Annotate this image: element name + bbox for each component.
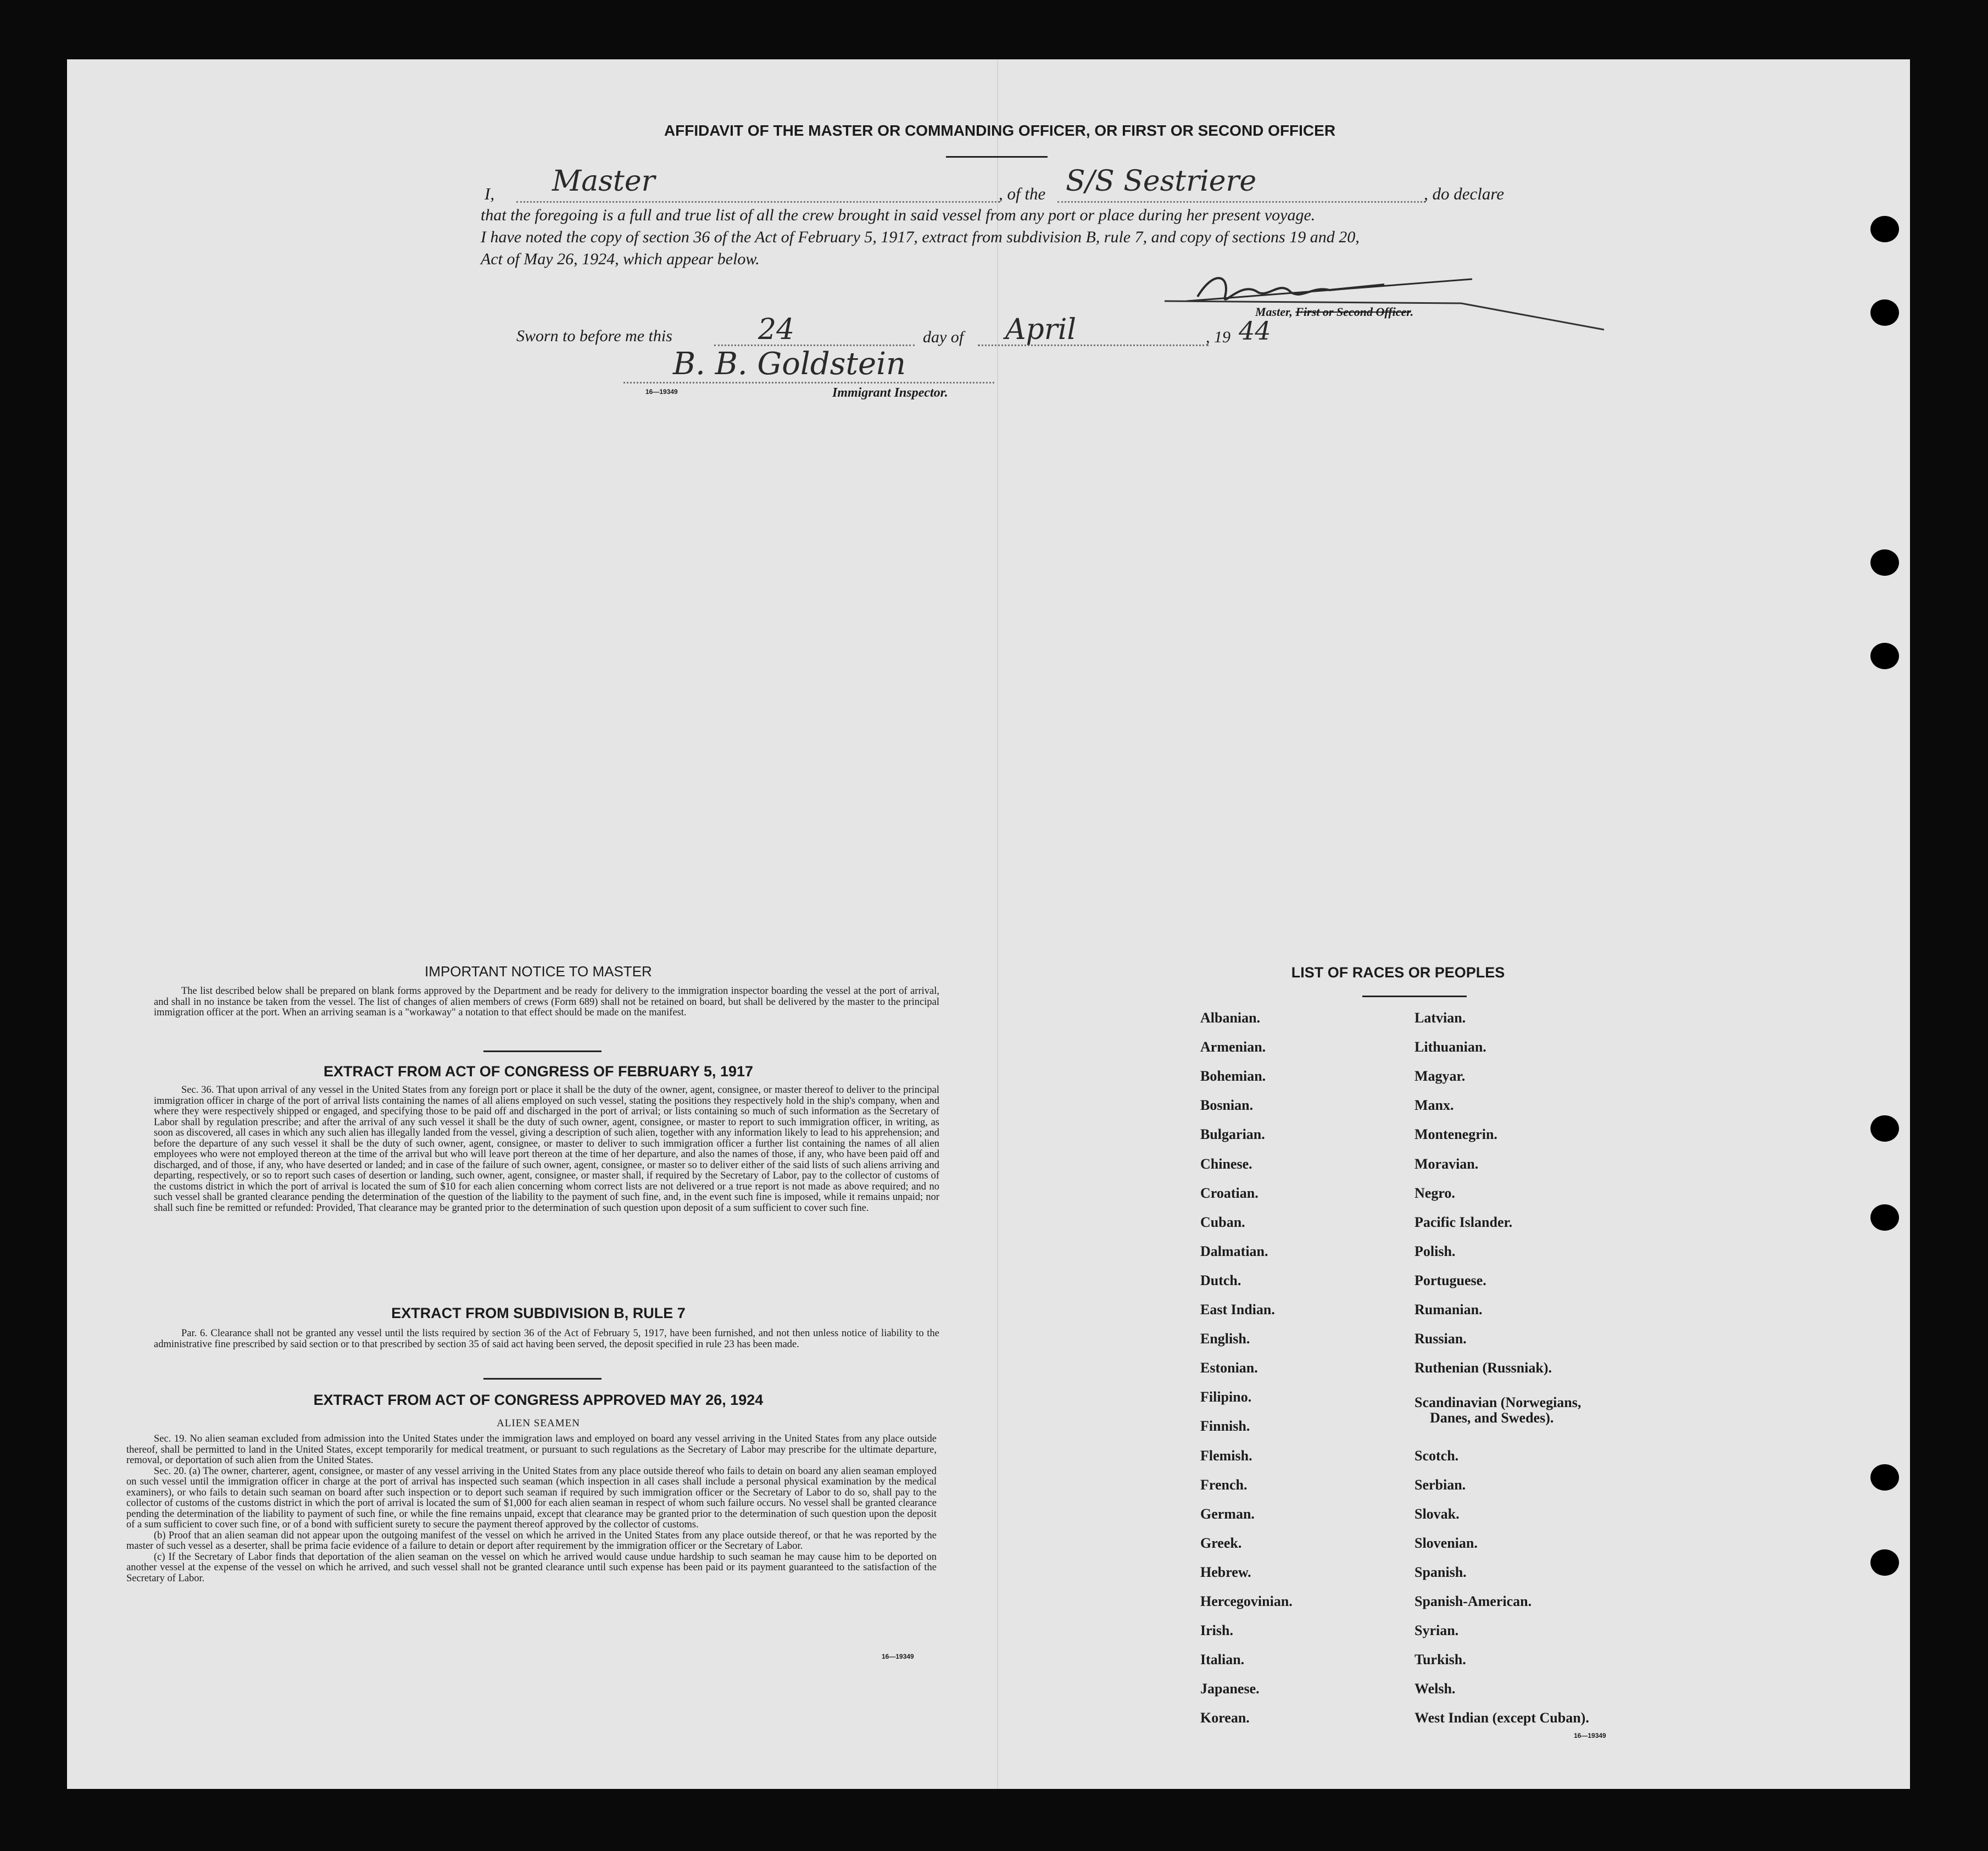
race-item: Croatian.: [1200, 1185, 1258, 1201]
form-number: 16—19349: [882, 1653, 914, 1660]
race-item: Montenegrin.: [1415, 1126, 1497, 1143]
vessel-line: [1057, 201, 1425, 203]
race-item: Scandinavian (Norwegians,: [1415, 1394, 1582, 1411]
subdivision-b-text: [154, 1329, 939, 1350]
race-item: Slovenian.: [1415, 1535, 1478, 1551]
race-item: West Indian (except Cuban).: [1415, 1710, 1589, 1726]
race-item: Slovak.: [1415, 1505, 1460, 1522]
sworn-year: 44: [1239, 316, 1271, 346]
sworn-label: Sworn to before me this: [516, 327, 672, 345]
affidavit-line-4: Act of May 26, 1924, which appear below.: [481, 250, 760, 268]
race-item: Cuban.: [1200, 1214, 1245, 1230]
races-divider: [1362, 996, 1467, 997]
race-item: Italian.: [1200, 1652, 1245, 1668]
race-item: East Indian.: [1200, 1302, 1275, 1318]
affidavit-line-3: I have noted the copy of section 36 of the Act of February 5, 1917, extract from subdivision B, rule 7, and copy of sections 19 and 20,: [481, 228, 1360, 246]
race-item: Korean.: [1200, 1710, 1250, 1726]
race-item: Manx.: [1415, 1097, 1454, 1114]
sworn-day: 24: [758, 313, 795, 346]
page-fold: [997, 59, 998, 1789]
year-prefix: , 19: [1206, 328, 1230, 346]
title-divider: [946, 156, 1048, 158]
race-item: Latvian.: [1415, 1010, 1466, 1026]
race-item: English.: [1200, 1331, 1250, 1347]
section-20b-paragraph: (b) Proof that an alien seaman did not appear upon the outgoing manifest of the vessel on which he arrived in the United States from any place outside thereof, or that he was reported by the master of such vessel as a deserter, shall be prima facie evidence of a failure to detain or deport after requirement by the immigration officer or the Secretary of Labor.: [126, 1530, 937, 1552]
race-item: Spanish.: [1415, 1564, 1467, 1580]
race-item: Filipino.: [1200, 1389, 1252, 1405]
race-item: Japanese.: [1200, 1681, 1260, 1697]
race-item: Greek.: [1200, 1535, 1242, 1551]
notice-paragraph: The list described below shall be prepared on blank forms approved by the Department and be ready for delivery to the immigration inspector boarding the vessel at the port of arrival, and shall in no instance be taken from the vessel. The list of changes of alien members of crews (Form 689) shall not be retained on board, but shall be delivered by the master to the principal immigration officer at the port. When an arriving seaman is a "workaway" a notation to that effect should be made on the manifest.: [154, 986, 939, 1018]
alien-seamen-subtitle: ALIEN SEAMEN: [497, 1418, 580, 1429]
race-item: Spanish-American.: [1415, 1593, 1532, 1609]
race-item: Rumanian.: [1415, 1302, 1483, 1318]
caption-struck-officer: First or Second Officer: [1295, 305, 1411, 319]
notice-title: IMPORTANT NOTICE TO MASTER: [425, 963, 652, 980]
race-item: Irish.: [1200, 1622, 1233, 1639]
punch-hole: [1870, 216, 1899, 242]
race-item: Magyar.: [1415, 1068, 1466, 1085]
affidavit-line-2: that the foregoing is a full and true list of all the crew brought in said vessel from any port or place during her present voyage.: [481, 206, 1316, 224]
race-item: Turkish.: [1415, 1652, 1466, 1668]
punch-hole: [1870, 1204, 1899, 1231]
affidavit-title: AFFIDAVIT OF THE MASTER OR COMMANDING OFFICER, OR FIRST OR SECOND OFFICER: [664, 122, 1336, 139]
races-title: LIST OF RACES OR PEOPLES: [1291, 964, 1505, 981]
i-label: I,: [485, 184, 495, 203]
extract-1917-text: [154, 1085, 939, 1214]
race-item: Lithuanian.: [1415, 1039, 1486, 1055]
race-item: Welsh.: [1415, 1681, 1456, 1697]
extract-1924-text: [126, 1434, 937, 1584]
subdivision-b-title: EXTRACT FROM SUBDIVISION B, RULE 7: [391, 1305, 686, 1321]
punch-hole: [1870, 549, 1899, 576]
day-of-label: day of: [923, 328, 964, 346]
caption-end: .: [1410, 305, 1414, 319]
race-item: Dalmatian.: [1200, 1243, 1268, 1259]
section-20a-paragraph: Sec. 20. (a) The owner, charterer, agent, consignee, or master of any vessel arriving in the United States from any place outside thereof who fails to detain on board any alien seaman employed on such vessel until the immigration officer in charge at the port of arrival has inspected such seaman (which inspection in all cases shall include a personal physical examination by the medical examiners), or who fails to detain such seaman on board after such inspection or to deport such seaman if required by such immigration officer or the Secretary of Labor to do so, shall pay to the collector of customs of the customs district in which the port of arrival is located the sum of $1,000 for each alien seaman in respect of whom such failure occurs. No vessel shall be granted clearance pending the determination of the liability to payment of such fine, or while the fine remains unpaid, except that clearance may be granted prior to the determination of such question upon the deposit of a sum sufficient to cover such fine, or of a bond with sufficient surety to secure the payment thereof approved by the collector of customs.: [126, 1465, 937, 1530]
race-item: Russian.: [1415, 1331, 1467, 1347]
race-item: Hebrew.: [1200, 1564, 1251, 1580]
officer-rank: Master: [552, 165, 655, 198]
section-19-paragraph: Sec. 19. No alien seaman excluded from admission into the United States under the immigration laws and employed on board any vessel arriving in the United States from any place outside thereof, shall be permitted to land in the United States, except temporarily for medical treatment, or pursuant to such regulations as the Secretary of Labor may prescribe for the ultimate departure, removal, or deportation of such alien from the United States.: [126, 1433, 937, 1466]
race-item: Ruthenian (Russniak).: [1415, 1360, 1552, 1376]
do-declare-label: , do declare: [1424, 184, 1505, 203]
punch-hole: [1870, 1464, 1899, 1491]
inspector-caption: Immigrant Inspector.: [832, 386, 948, 400]
notice-text: [154, 986, 939, 1019]
subdivision-divider: [483, 1378, 602, 1380]
race-item: Portuguese.: [1415, 1272, 1486, 1288]
race-item: Bulgarian.: [1200, 1126, 1265, 1143]
race-item: Armenian.: [1200, 1039, 1266, 1055]
of-the-label: , of the: [999, 184, 1046, 203]
signature-caption: [1255, 305, 1413, 319]
extract-1917-title: EXTRACT FROM ACT OF CONGRESS OF FEBRUARY 5, 1917: [323, 1063, 754, 1080]
form-number: 16—19349: [645, 388, 678, 396]
section-20c-paragraph: (c) If the Secretary of Labor finds that deportation of the alien seaman on the vessel on which he arrived would cause undue hardship to such seaman he may cause him to be deported on another vessel at the expense of the vessel on which he arrived, and such vessel shall not be granted clearance until such expense has been paid or its payment guaranteed to the satisfaction of the Secretary of Labor.: [126, 1551, 937, 1584]
punch-hole: [1870, 643, 1899, 669]
punch-hole: [1870, 1549, 1899, 1576]
master-signature: [1154, 258, 1615, 335]
race-item: Bohemian.: [1200, 1068, 1266, 1085]
race-item: Chinese.: [1200, 1155, 1252, 1172]
section-36-paragraph: Sec. 36. That upon arrival of any vessel in the United States from any foreign port or place it shall be the duty of the owner, agent, consignee, or master thereof to deliver to the principal immigration officer in charge of the port of arrival lists containing the names of all aliens employed on such vessel, stating the positions they respectively hold in the ship's company, when and where they were respectively shipped or engaged, and specifying those to be paid off and discharged in the port of arrival; or lists containing so much of such information as the Secretary of Labor shall by regulation prescribe; and after the arrival of any such vessel it shall be the duty of such owner, agent, consignee, or master to report to such immigration officer, in writing, as soon as discovered, all cases in which any such alien has illegally landed from the vessel, giving a description of such alien, together with any information likely to lead to his apprehension; and before the departure of any such vessel it shall be the duty of such owner, agent, consignee, or master to deliver to such immigration officer a further list containing the names of all alien employees who were not employed thereon at the time of the arrival but who will leave port thereon at the time of her departure, and also the names of those, if any, who have been paid off and discharged, and of those, if any, who have deserted or landed; and in case of the failure of such owner, agent, consignee, or master so to deliver either of the said lists of such aliens arriving and departing, respectively, or so to report such cases of desertion or landing, such owner, agent, consignee, or master shall, if required by the Secretary of Labor, pay to the collector of customs of the customs district in which the port of arrival is located the sum of $10 for each alien concerning whom correct lists are not delivered or a true report is not made as above required; and no such vessel shall be granted clearance pending the determination of the question of the liability to the payment of such fine, and, in the event such fine is imposed, while it remains unpaid; nor shall such fine be remitted or refunded: Provided, That clearance may be granted prior to the determination of such question upon deposit of a sum sufficient to cover such fine.: [154, 1085, 939, 1214]
race-item: Hercegovinian.: [1200, 1593, 1293, 1609]
notice-divider: [483, 1050, 602, 1052]
rank-line: [516, 201, 1000, 203]
race-item: Serbian.: [1415, 1476, 1466, 1493]
race-item: German.: [1200, 1505, 1255, 1522]
inspector-line: [623, 382, 994, 383]
race-item: Negro.: [1415, 1185, 1455, 1201]
par-6-paragraph: Par. 6. Clearance shall not be granted any vessel until the lists required by section 36 of the Act of February 5, 1917, have been furnished, and not then unless notice of liability to the administrative fine prescribed by said section or to that prescribed by section 35 of said act having been served, the deposit specified in rule 23 has been made.: [154, 1328, 939, 1350]
race-item: Polish.: [1415, 1243, 1456, 1259]
race-item: Syrian.: [1415, 1622, 1459, 1639]
race-item: Albanian.: [1200, 1010, 1261, 1026]
form-number: 16—19349: [1574, 1732, 1606, 1739]
race-item: Bosnian.: [1200, 1097, 1254, 1114]
punch-hole: [1870, 299, 1899, 326]
inspector-signature: B. B. Goldstein: [673, 346, 906, 382]
race-item: Moravian.: [1415, 1155, 1479, 1172]
sworn-month: April: [1005, 313, 1076, 346]
race-item: French.: [1200, 1476, 1248, 1493]
race-item: Scotch.: [1415, 1447, 1459, 1464]
race-item: Pacific Islander.: [1415, 1214, 1513, 1230]
race-item: Estonian.: [1200, 1360, 1258, 1376]
race-item: Flemish.: [1200, 1447, 1252, 1464]
punch-hole: [1870, 1115, 1899, 1142]
race-item: Dutch.: [1200, 1272, 1241, 1288]
extract-1924-title: EXTRACT FROM ACT OF CONGRESS APPROVED MAY 26, 1924: [313, 1392, 764, 1408]
race-item: Danes, and Swedes).: [1430, 1410, 1554, 1426]
race-item: Finnish.: [1200, 1418, 1250, 1435]
caption-master: Master,: [1255, 305, 1296, 319]
vessel-name: S/S Sestriere: [1066, 165, 1257, 198]
